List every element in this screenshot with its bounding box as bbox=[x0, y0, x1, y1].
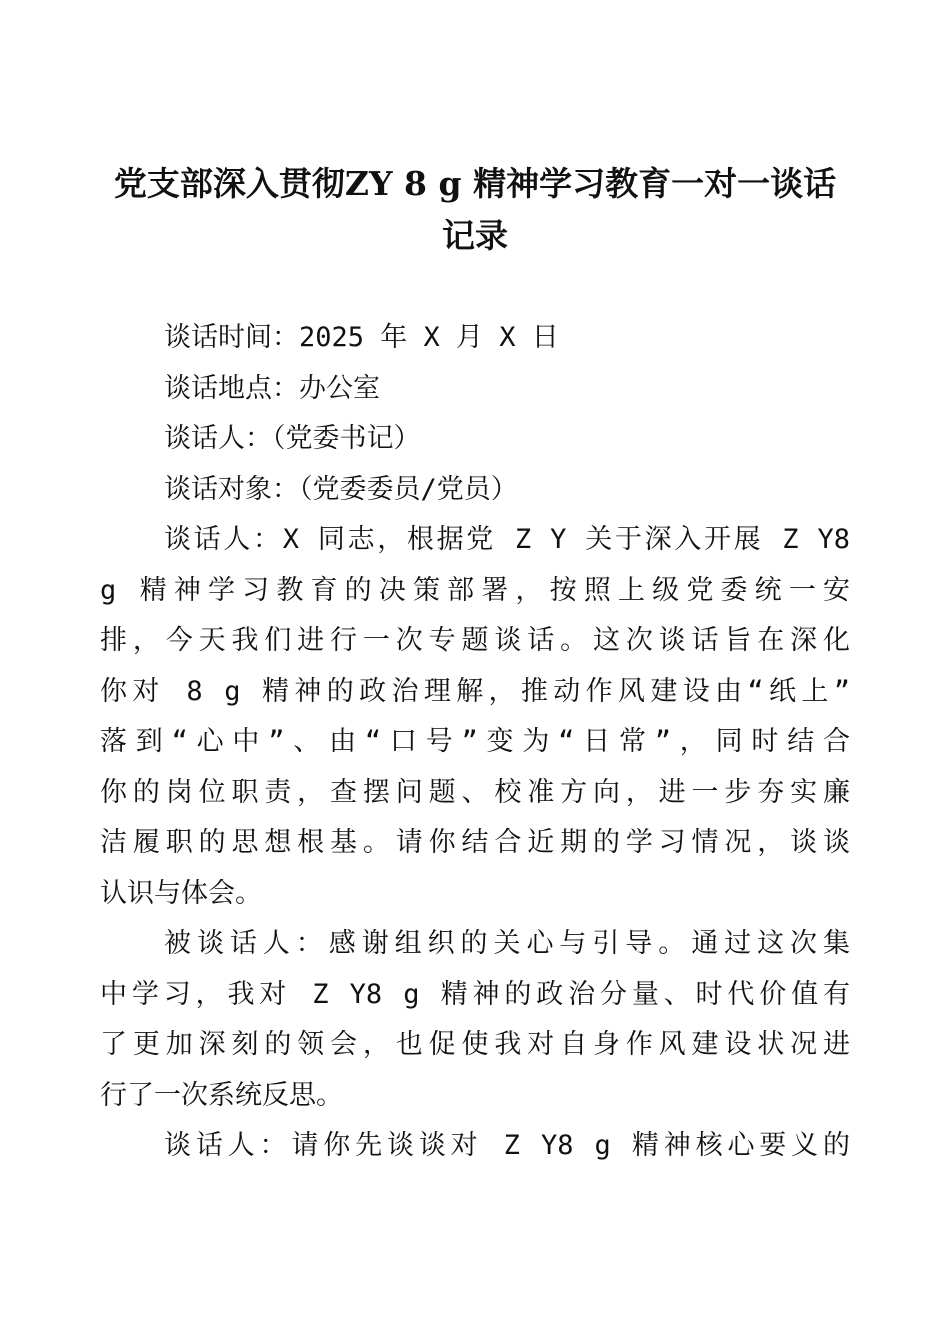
paragraph-3 bbox=[100, 1121, 850, 1172]
document-title bbox=[100, 158, 850, 262]
paragraph-line: 中学习，我对 Z Y8 g 精神的政治分量、时代价值有 bbox=[100, 978, 850, 1010]
title-line-1: 党支部深入贯彻ZY 8 g 精神学习教育一对一谈话 bbox=[113, 164, 837, 203]
document-body bbox=[100, 313, 850, 1172]
paragraph-line: 谈话人：请你先谈谈对 Z Y8 g 精神核心要义的 bbox=[164, 1130, 850, 1161]
meta-interviewer: 谈话人：（党委书记） bbox=[164, 423, 421, 454]
paragraph-1 bbox=[100, 515, 850, 919]
paragraph-line: 认识与体会。 bbox=[100, 877, 262, 909]
paragraph-line: 排，今天我们进行一次专题谈话。这次谈话旨在深化 bbox=[100, 625, 850, 656]
paragraph-line: 谈话人：X 同志，根据党 Z Y 关于深入开展 Z Y8 bbox=[164, 524, 850, 555]
paragraph-line: 你对 8 g 精神的政治理解，推动作风建设由“纸上” bbox=[100, 675, 850, 707]
meta-interviewee: 谈话对象：（党委委员/党员） bbox=[164, 473, 518, 505]
title-line-2: 记录 bbox=[442, 216, 508, 255]
paragraph-line: 洁履职的思想根基。请你结合近期的学习情况，谈谈 bbox=[100, 827, 850, 858]
paragraph-line: 被谈话人：感谢组织的关心与引导。通过这次集 bbox=[164, 928, 850, 959]
meta-place: 谈话地点：办公室 bbox=[164, 372, 380, 404]
meta-time: 谈话时间：2025 年 X 月 X 日 bbox=[164, 322, 559, 353]
paragraph-2 bbox=[100, 919, 850, 1121]
paragraph-line: 落到“心中”、由“口号”变为“日常”，同时结合 bbox=[100, 726, 850, 757]
paragraph-line: 行了一次系统反思。 bbox=[100, 1079, 343, 1111]
paragraph-line: 了更加深刻的领会，也促使我对自身作风建设状况进 bbox=[100, 1029, 850, 1060]
paragraph-line: 你的岗位职责，查摆问题、校准方向，进一步夯实廉 bbox=[100, 776, 850, 808]
paragraph-line: g 精神学习教育的决策部署，按照上级党委统一安 bbox=[100, 574, 850, 606]
